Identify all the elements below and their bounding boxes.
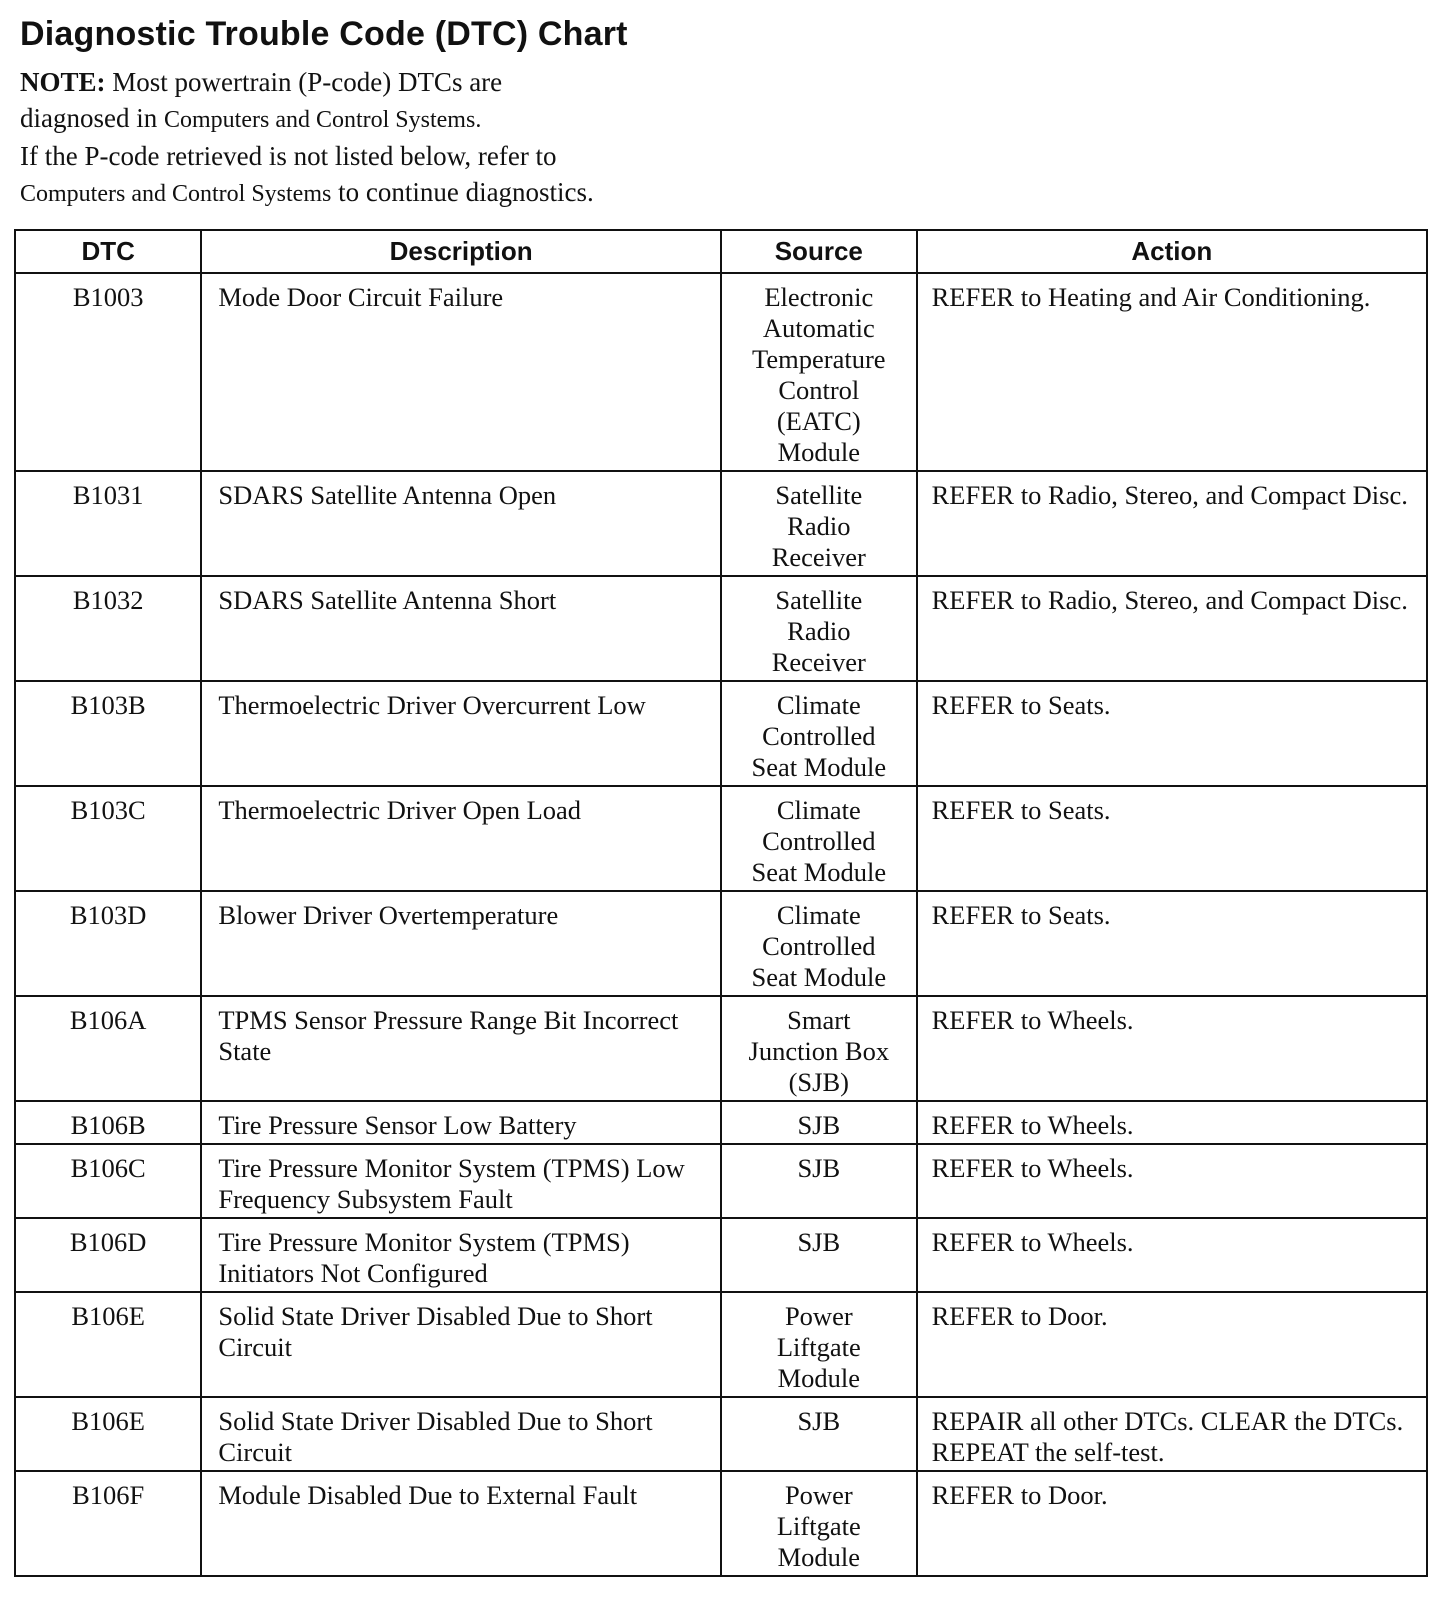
source-line: SJB xyxy=(797,1406,841,1436)
source-line: Electronic xyxy=(764,282,874,312)
source-line: Smart xyxy=(787,1005,851,1035)
table-row xyxy=(15,1218,1427,1292)
source-cell xyxy=(721,1471,917,1576)
source-line: Junction Box xyxy=(748,1036,890,1066)
source-cell xyxy=(721,891,917,996)
table-row xyxy=(15,1101,1427,1144)
note-line-3: If the P-code retrieved is not listed below, refer to xyxy=(20,141,557,171)
source-line: SJB xyxy=(797,1227,841,1257)
source-line: Controlled xyxy=(762,826,876,856)
dtc-code-cell: B103B xyxy=(15,681,201,786)
source-line: Satellite xyxy=(775,585,863,615)
action-cell: REFER to Wheels. xyxy=(917,1101,1427,1144)
source-line: Power xyxy=(784,1480,853,1510)
description-cell: Module Disabled Due to External Fault xyxy=(201,1471,721,1576)
description-cell: TPMS Sensor Pressure Range Bit Incorrect State xyxy=(201,996,721,1101)
source-line: Controlled xyxy=(762,721,876,751)
note-text-4: to continue diagnostics. xyxy=(338,177,594,207)
action-cell: REFER to Seats. xyxy=(917,891,1427,996)
action-cell: REFER to Wheels. xyxy=(917,1218,1427,1292)
table-body xyxy=(15,273,1427,1576)
description-cell: Thermoelectric Driver Open Load xyxy=(201,786,721,891)
table-row xyxy=(15,996,1427,1101)
source-cell xyxy=(721,576,917,681)
source-line: SJB xyxy=(797,1153,841,1183)
note-reference-link[interactable]: Computers and Control Systems xyxy=(20,181,332,207)
dtc-code-cell: B1031 xyxy=(15,471,201,576)
description-cell: Solid State Driver Disabled Due to Short Circuit xyxy=(201,1397,721,1471)
source-cell xyxy=(721,1218,917,1292)
action-cell: REFER to Radio, Stereo, and Compact Disc. xyxy=(917,471,1427,576)
table-row xyxy=(15,576,1427,681)
dtc-code-cell: B1003 xyxy=(15,273,201,471)
source-cell xyxy=(721,273,917,471)
source-line: Temperature xyxy=(752,344,886,374)
description-cell: SDARS Satellite Antenna Short xyxy=(201,576,721,681)
header-dtc: DTC xyxy=(15,230,201,273)
source-line: Seat Module xyxy=(751,962,887,992)
description-cell: SDARS Satellite Antenna Open xyxy=(201,471,721,576)
source-line: Radio xyxy=(787,511,851,541)
source-line: Receiver xyxy=(771,647,866,677)
dtc-code-cell: B103C xyxy=(15,786,201,891)
source-line: Control xyxy=(778,375,860,405)
header-description: Description xyxy=(201,230,721,273)
source-line: Climate xyxy=(776,795,861,825)
source-cell xyxy=(721,681,917,786)
source-line: Power xyxy=(784,1301,853,1331)
source-cell xyxy=(721,1144,917,1218)
dtc-table xyxy=(14,229,1428,1577)
note-block xyxy=(20,64,740,212)
dtc-code-cell: B106B xyxy=(15,1101,201,1144)
table-row xyxy=(15,1292,1427,1397)
dtc-code-cell: B1032 xyxy=(15,576,201,681)
table-row xyxy=(15,681,1427,786)
action-cell: REFER to Door. xyxy=(917,1471,1427,1576)
note-line-4 xyxy=(20,174,740,212)
table-row xyxy=(15,1471,1427,1576)
note-reference-link[interactable]: Computers and Control Systems. xyxy=(163,107,482,133)
action-cell: REFER to Heating and Air Conditioning. xyxy=(917,273,1427,471)
note-label: NOTE: xyxy=(20,67,106,97)
description-cell: Mode Door Circuit Failure xyxy=(201,273,721,471)
header-source: Source xyxy=(721,230,917,273)
dtc-code-cell: B106A xyxy=(15,996,201,1101)
dtc-code-cell: B103D xyxy=(15,891,201,996)
dtc-code-cell: B106F xyxy=(15,1471,201,1576)
source-line: Radio xyxy=(787,616,851,646)
source-cell xyxy=(721,786,917,891)
source-line: Receiver xyxy=(771,542,866,572)
source-cell xyxy=(721,1397,917,1471)
action-cell: REFER to Radio, Stereo, and Compact Disc. xyxy=(917,576,1427,681)
description-cell: Solid State Driver Disabled Due to Short Circuit xyxy=(201,1292,721,1397)
table-row xyxy=(15,471,1427,576)
header-action: Action xyxy=(917,230,1427,273)
source-line: Satellite xyxy=(775,480,863,510)
action-cell: REFER to Wheels. xyxy=(917,996,1427,1101)
source-line: Controlled xyxy=(762,931,876,961)
source-line: Liftgate xyxy=(776,1332,861,1362)
action-cell: REFER to Door. xyxy=(917,1292,1427,1397)
table-row xyxy=(15,1144,1427,1218)
source-line: Module xyxy=(777,437,861,467)
source-line: SJB xyxy=(797,1110,841,1140)
table-header-row xyxy=(15,230,1427,273)
description-cell: Tire Pressure Monitor System (TPMS) Low Frequency Subsystem Fault xyxy=(201,1144,721,1218)
source-cell xyxy=(721,1292,917,1397)
source-cell xyxy=(721,1101,917,1144)
dtc-code-cell: B106C xyxy=(15,1144,201,1218)
table-row xyxy=(15,891,1427,996)
action-cell: REFER to Seats. xyxy=(917,786,1427,891)
description-cell: Thermoelectric Driver Overcurrent Low xyxy=(201,681,721,786)
description-cell: Tire Pressure Sensor Low Battery xyxy=(201,1101,721,1144)
description-cell: Blower Driver Overtemperature xyxy=(201,891,721,996)
source-line: (EATC) xyxy=(776,406,861,436)
table-row xyxy=(15,786,1427,891)
source-line: Seat Module xyxy=(751,752,887,782)
source-line: Climate xyxy=(776,690,861,720)
table-row xyxy=(15,1397,1427,1471)
source-cell xyxy=(721,471,917,576)
table-row xyxy=(15,273,1427,471)
source-line: Seat Module xyxy=(751,857,887,887)
page-title: Diagnostic Trouble Code (DTC) Chart xyxy=(20,15,628,53)
source-line: Module xyxy=(777,1363,861,1393)
source-line: Module xyxy=(777,1542,861,1572)
note-text-2: diagnosed in xyxy=(20,103,158,133)
action-cell: REFER to Wheels. xyxy=(917,1144,1427,1218)
source-line: (SJB) xyxy=(788,1067,849,1097)
source-line: Liftgate xyxy=(776,1511,861,1541)
dtc-code-cell: B106E xyxy=(15,1397,201,1471)
note-line-1 xyxy=(20,64,740,100)
action-cell: REPAIR all other DTCs. CLEAR the DTCs. REPEAT the self-test. xyxy=(917,1397,1427,1471)
source-line: Climate xyxy=(776,900,861,930)
note-line-2 xyxy=(20,100,740,138)
note-text-1: Most powertrain (P-code) DTCs are xyxy=(112,67,503,97)
action-cell: REFER to Seats. xyxy=(917,681,1427,786)
source-line: Automatic xyxy=(762,313,875,343)
dtc-code-cell: B106E xyxy=(15,1292,201,1397)
source-cell xyxy=(721,996,917,1101)
description-cell: Tire Pressure Monitor System (TPMS) Initiators Not Configured xyxy=(201,1218,721,1292)
dtc-code-cell: B106D xyxy=(15,1218,201,1292)
